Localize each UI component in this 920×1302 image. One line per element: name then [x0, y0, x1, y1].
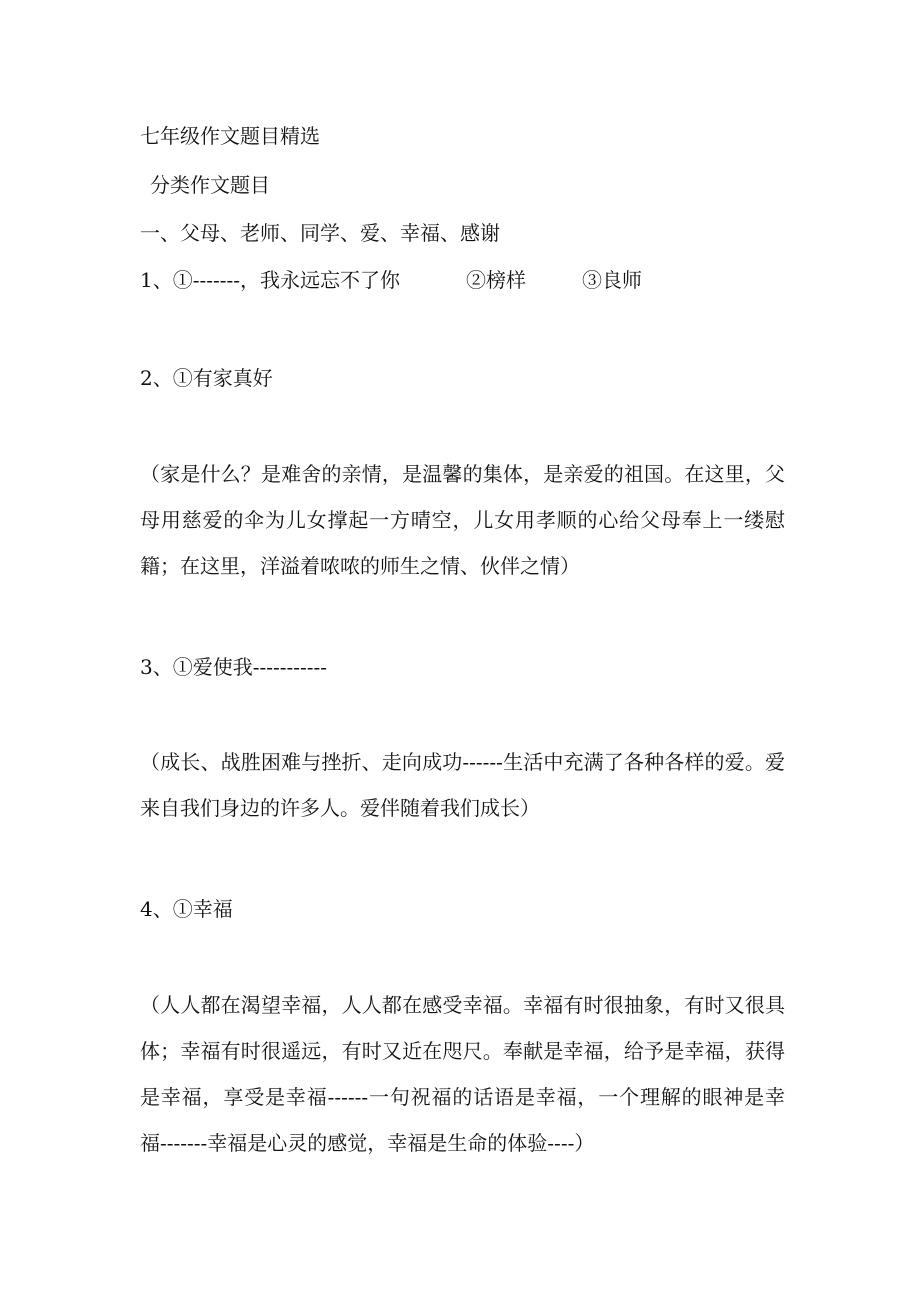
topic-line-2: [140, 366, 800, 390]
document-subtitle: 分类作文题目: [150, 173, 270, 197]
topic-line-4: [140, 897, 800, 921]
topic-2-part-1: 2、①有家真好: [140, 366, 273, 390]
topic-1-part-1: 1、①-------，我永远忘不了你: [140, 268, 401, 292]
topic-1-part-2: ②榜样: [466, 268, 527, 292]
document-title: 七年级作文题目精选: [140, 124, 320, 148]
topic-4-note: （人人都在渴望幸福，人人都在感受幸福。幸福有时很抽象，有时又很具体；幸福有时很遥远，有时又近在咫尺。奉献是幸福，给予是幸福，获得是幸福，享受是幸福------一句祝福的话语是幸福，一个理解的眼神是幸福-------幸福是心灵的感觉，幸福是生命的体验----）: [140, 993, 785, 1155]
topic-3-part-1: 3、①爱使我-----------: [140, 655, 328, 679]
topic-line-1: [140, 268, 800, 292]
topic-4-part-1: 4、①幸福: [140, 897, 233, 921]
topic-3-note: （成长、战胜困难与挫折、走向成功------生活中充满了各种各样的爱。爱来自我们身边的许多人。爱伴随着我们成长）: [140, 750, 785, 820]
section-heading: 一、父母、老师、同学、爱、幸福、感谢: [140, 221, 500, 245]
topic-1-part-3: ③良师: [582, 268, 643, 292]
topic-line-3: [140, 655, 800, 679]
topic-2-note: （家是什么？是难舍的亲情，是温馨的集体，是亲爱的祖国。在这里，父母用慈爱的伞为儿女撑起一方晴空，儿女用孝顺的心给父母奉上一缕慰籍；在这里，洋溢着哝哝的师生之情、伙伴之情）: [140, 462, 785, 578]
